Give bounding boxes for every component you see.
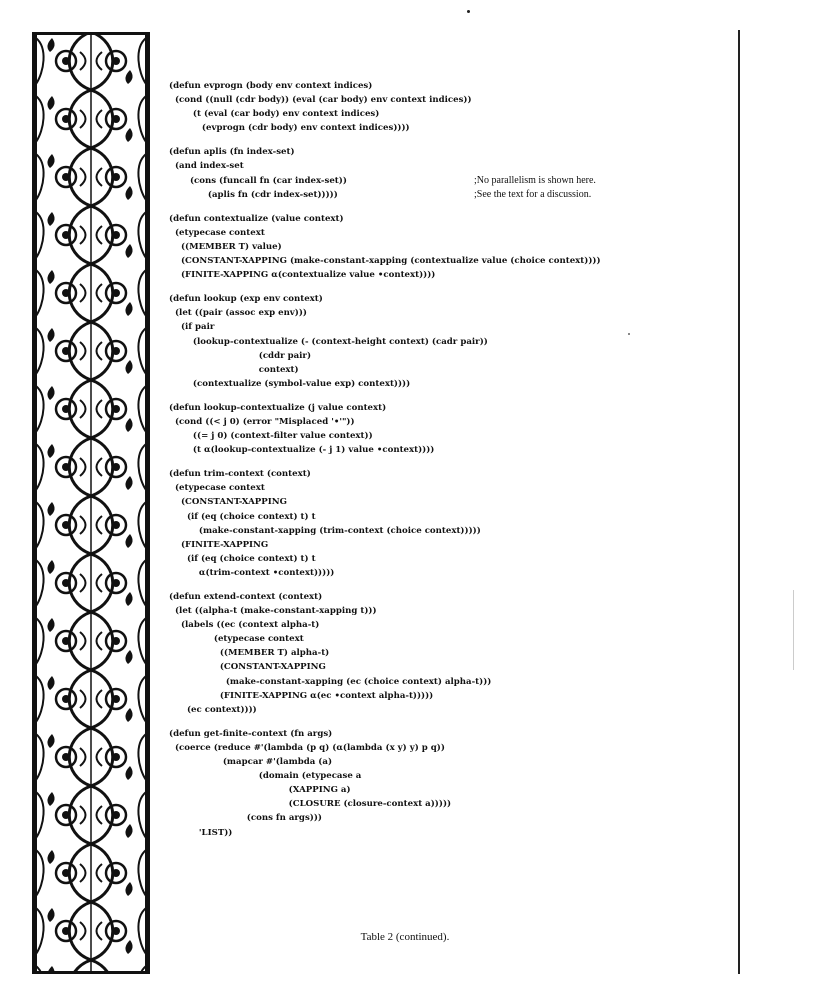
block-gap <box>169 202 729 212</box>
code-line <box>169 254 729 268</box>
code-line <box>169 377 729 391</box>
code-text: (ec context)))) <box>169 704 257 715</box>
code-text: (cond ((null (cdr body)) (eval (car body) env context indices)) <box>169 95 472 106</box>
code-text: (etypecase context <box>169 227 265 238</box>
code-text: (if pair <box>169 322 215 333</box>
code-line <box>169 727 729 741</box>
block-gap <box>169 282 729 292</box>
code-line <box>169 240 729 254</box>
ornamental-vine-border <box>32 32 150 974</box>
code-line <box>169 159 729 173</box>
code-block <box>169 727 729 840</box>
code-line <box>169 646 729 660</box>
code-text: ((MEMBER T) alpha-t) <box>169 648 330 659</box>
code-text: (defun contextualize (value context) <box>169 213 344 224</box>
code-text: (defun get-finite-context (fn args) <box>169 728 333 739</box>
code-text: (let ((pair (assoc exp env))) <box>169 308 308 319</box>
code-text: (cddr pair) <box>169 350 312 361</box>
code-line <box>169 741 729 755</box>
block-gap <box>169 580 729 590</box>
code-text: (defun evprogn (body env context indices) <box>169 81 373 91</box>
block-gap <box>169 457 729 467</box>
code-block <box>169 79 729 135</box>
code-line <box>169 811 729 825</box>
code-line <box>169 363 729 377</box>
code-text: α(trim-context •context))))) <box>169 567 335 578</box>
code-text: (if (eq (choice context) t) t <box>169 511 316 522</box>
code-line <box>169 481 729 495</box>
table-caption: Table 2 (continued). <box>360 931 450 943</box>
code-comment: ;No parallelism is shown here. <box>474 174 596 186</box>
code-text: (CLOSURE (closure-context a))))) <box>169 799 452 810</box>
code-text: (mapcar #'(lambda (a) <box>169 757 333 768</box>
code-line <box>169 826 729 840</box>
code-text: (let ((alpha-t (make-constant-xapping t))) <box>169 606 377 617</box>
code-text: (domain (etypecase a <box>169 771 362 782</box>
code-text: (CONSTANT-XAPPING (make-constant-xapping (contextualize value (choice context)))) <box>169 256 601 267</box>
code-text: ((= j 0) (context-filter value context)) <box>169 431 373 442</box>
right-margin-rule <box>738 30 740 974</box>
code-text: (contextualize (symbol-value exp) context)))) <box>169 378 411 389</box>
page-speck <box>793 590 794 670</box>
code-text: (evprogn (cdr body) env context indices)))) <box>169 123 410 134</box>
code-line <box>169 188 729 202</box>
code-line <box>169 212 729 226</box>
code-line <box>169 495 729 509</box>
code-text: (aplis fn (cdr index-set))))) <box>169 189 338 200</box>
code-line <box>169 632 729 646</box>
code-line <box>169 703 729 717</box>
code-line <box>169 349 729 363</box>
code-text: (cond ((< j 0) (error "Misplaced '•'")) <box>169 416 355 427</box>
code-text: (labels ((ec (context alpha-t) <box>169 620 320 631</box>
block-gap <box>169 135 729 145</box>
code-text: ((MEMBER T) value) <box>169 241 282 252</box>
code-line <box>169 604 729 618</box>
code-line <box>169 335 729 349</box>
code-text: context) <box>169 364 299 375</box>
code-text: (defun aplis (fn index-set) <box>169 147 295 158</box>
code-line <box>169 292 729 306</box>
code-text: (and index-set <box>169 161 244 172</box>
code-text: (CONSTANT-XAPPING <box>169 662 326 673</box>
block-gap <box>169 717 729 727</box>
code-text: (make-constant-xapping (trim-context (choice context))))) <box>169 525 481 536</box>
code-line <box>169 552 729 566</box>
page-speck <box>467 10 470 13</box>
code-line <box>169 93 729 107</box>
code-line <box>169 797 729 811</box>
code-comment: ;See the text for a discussion. <box>474 188 592 200</box>
code-text: (FINITE-XAPPING α(contextualize value •context)))) <box>169 270 436 281</box>
code-text: (if (eq (choice context) t) t <box>169 553 316 564</box>
block-gap <box>169 391 729 401</box>
code-text: (defun lookup (exp env context) <box>169 294 323 305</box>
code-block <box>169 401 729 457</box>
code-line <box>169 429 729 443</box>
code-text: (make-constant-xapping (ec (choice context) alpha-t))) <box>169 676 492 687</box>
code-line <box>169 145 729 159</box>
code-line <box>169 755 729 769</box>
code-text: (coerce (reduce #'(lambda (p q) (α(lambda (x y) y) p q)) <box>169 742 445 753</box>
code-line <box>169 566 729 580</box>
code-text: (etypecase context <box>169 634 304 645</box>
code-line <box>169 107 729 121</box>
code-line <box>169 660 729 674</box>
code-text: (defun extend-context (context) <box>169 592 323 602</box>
code-block <box>169 467 729 580</box>
code-line <box>169 415 729 429</box>
code-text: (lookup-contextualize (- (context-height context) (cadr pair)) <box>169 336 488 347</box>
code-line <box>169 443 729 457</box>
code-text: (defun lookup-contextualize (j value context) <box>169 402 387 413</box>
code-block <box>169 590 729 717</box>
code-text: (t (eval (car body) env context indices) <box>169 109 380 120</box>
code-block <box>169 292 729 391</box>
code-line <box>169 467 729 481</box>
code-line <box>169 320 729 334</box>
lisp-code-listing <box>169 79 729 840</box>
code-line <box>169 618 729 632</box>
code-line <box>169 689 729 703</box>
code-line <box>169 268 729 282</box>
code-text: (FINITE-XAPPING <box>169 539 269 550</box>
code-line <box>169 226 729 240</box>
code-line <box>169 524 729 538</box>
code-text: (FINITE-XAPPING α(ec •context alpha-t))))) <box>169 690 434 701</box>
code-line <box>169 769 729 783</box>
code-block <box>169 145 729 201</box>
code-text: 'LIST)) <box>169 827 233 838</box>
code-text: (defun trim-context (context) <box>169 469 311 480</box>
code-text: (t α(lookup-contextualize (- j 1) value •context)))) <box>169 445 435 456</box>
code-line <box>169 121 729 135</box>
code-line <box>169 590 729 604</box>
code-line <box>169 783 729 797</box>
code-block <box>169 212 729 282</box>
code-line <box>169 401 729 415</box>
code-line <box>169 538 729 552</box>
code-line <box>169 79 729 93</box>
code-line <box>169 675 729 689</box>
code-text: (etypecase context <box>169 483 265 494</box>
code-text: (XAPPING a) <box>169 785 351 796</box>
code-line <box>169 306 729 320</box>
code-line <box>169 174 729 188</box>
code-line <box>169 510 729 524</box>
code-text: (cons fn args))) <box>169 813 322 824</box>
code-text: (cons (funcall fn (car index-set)) <box>169 175 347 186</box>
code-text: (CONSTANT-XAPPING <box>169 497 287 508</box>
